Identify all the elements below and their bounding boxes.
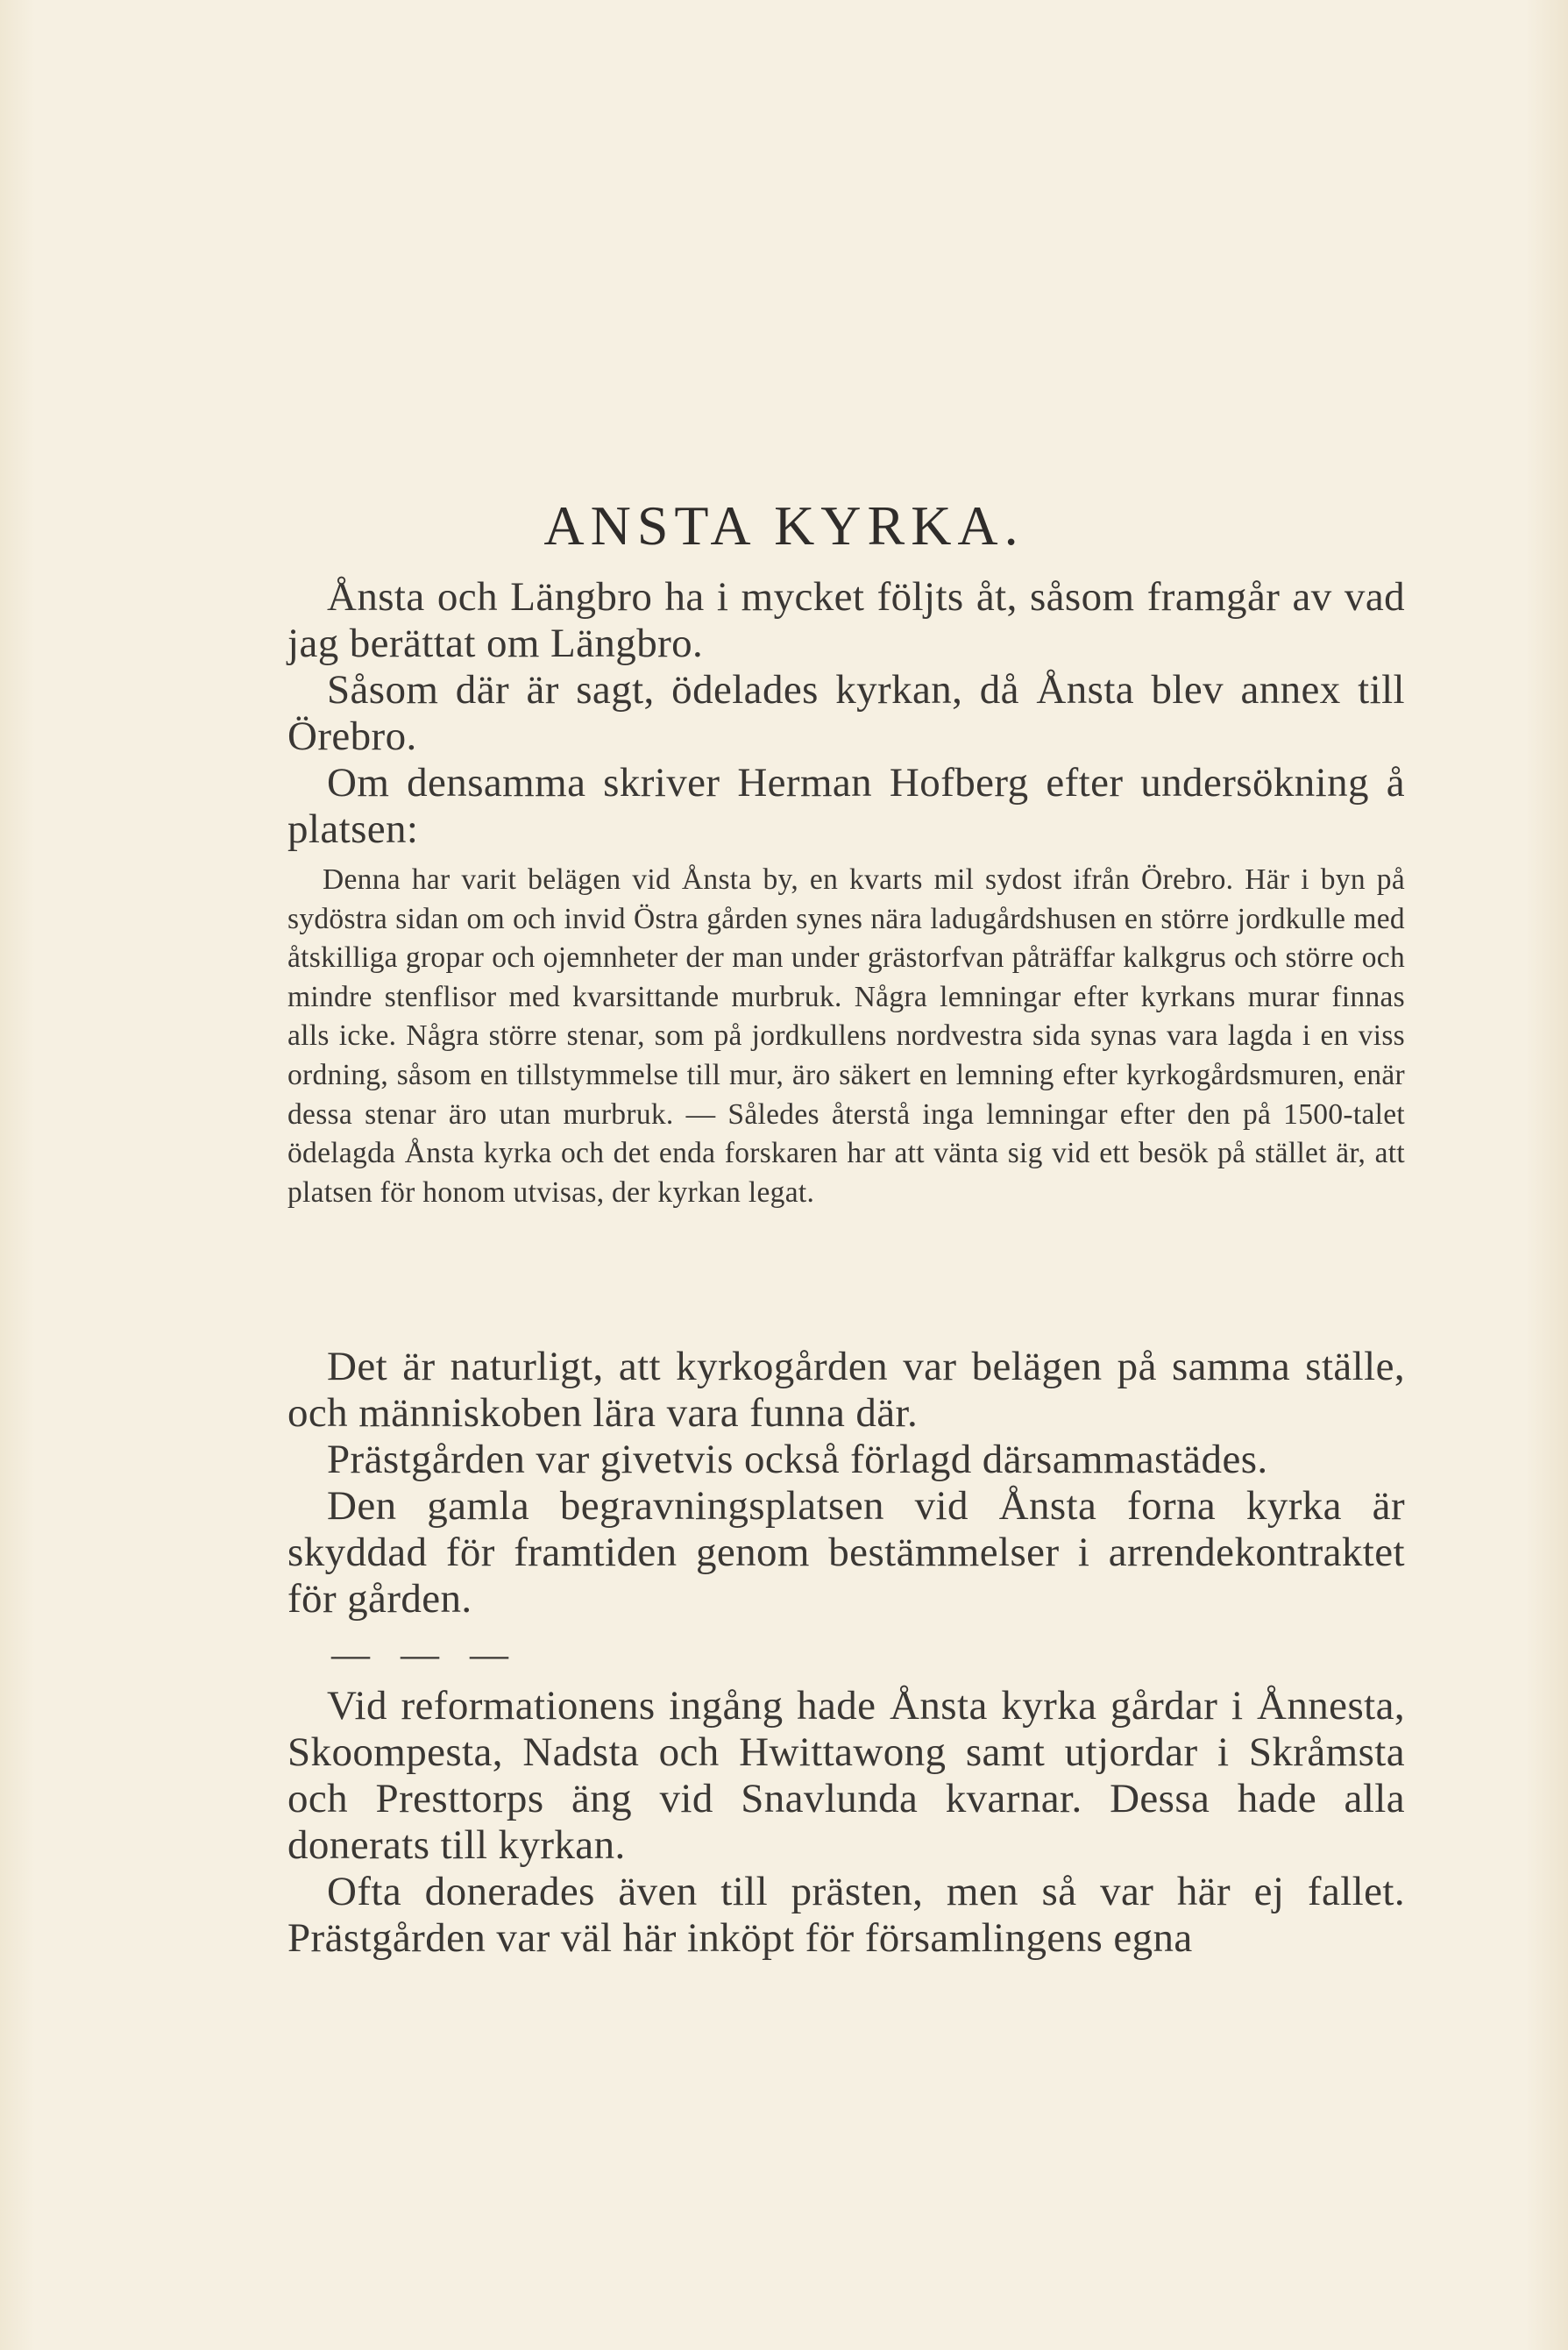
page-title: ANSTA KYRKA. [543, 493, 1025, 557]
quoted-passage: Denna har varit belägen vid Ånsta by, en kvarts mil sydost ifrån Örebro. Här i byn på sydöstra sidan om och invid Östra gården synes nära ladugårdshusen en större jordkulle med åtskilliga gropar och ojemnheter der man under grästorfvan påträffar kalkgrus och större och mindre stenflisor med kvarsittande murbruk. Några lemningar efter kyrkans murar finnas alls icke. Några större stenar, som på jordkullens nordvestra sida synas vara lagda i en viss ordning, såsom en tillstymmelse till mur, äro säkert en lemning efter kyrkogårdsmuren, enär dessa stenar äro utan murbruk. — Således återstå inga lemningar efter den på 1500-talet ödelagda Ånsta kyrka och det enda forskaren har att vänta sig vid ett besök på stället är, att platsen för honom utvisas, der kyrkan legat. [287, 863, 1405, 1209]
paragraph-middle-3: Den gamla begravningsplatsen vid Ånsta forna kyrka är skyddad för framtiden genom bestämmelser i arrendekontraktet för gården. [287, 1483, 1405, 1622]
intro-section [287, 574, 1405, 853]
paragraph-intro-2: Såsom där är sagt, ödelades kyrkan, då Ånsta blev annex till Örebro. [287, 667, 1405, 759]
end-section [287, 1683, 1405, 1962]
paragraph-intro-3: Om densamma skriver Herman Hofberg efter undersökning å platsen: [287, 760, 1405, 852]
paragraph-middle-1: Det är naturligt, att kyrkogården var belägen på samma ställe, och människoben lära vara funna där. [287, 1344, 1405, 1436]
paragraph-end-1: Vid reformationens ingång hade Ånsta kyrka gårdar i Ånnesta, Skoompesta, Nadsta och Hwittawong samt utjordar i Skråmsta och Presttorps äng vid Snavlunda kvarnar. Dessa hade alla donerats till kyrkan. [287, 1683, 1405, 1868]
quote-section [287, 861, 1405, 1212]
section-separator: — — — [331, 1633, 519, 1676]
middle-section [287, 1344, 1405, 1622]
paragraph-end-2: Ofta donerades även till prästen, men så var här ej fallet. Prästgården var väl här inköpt för församlingens egna [287, 1869, 1405, 1961]
paragraph-middle-2: Prästgården var givetvis också förlagd därsammastädes. [327, 1437, 1268, 1482]
paragraph-intro-1: Ånsta och Längbro ha i mycket följts åt, såsom framgår av vad jag berättat om Längbro. [287, 574, 1405, 666]
